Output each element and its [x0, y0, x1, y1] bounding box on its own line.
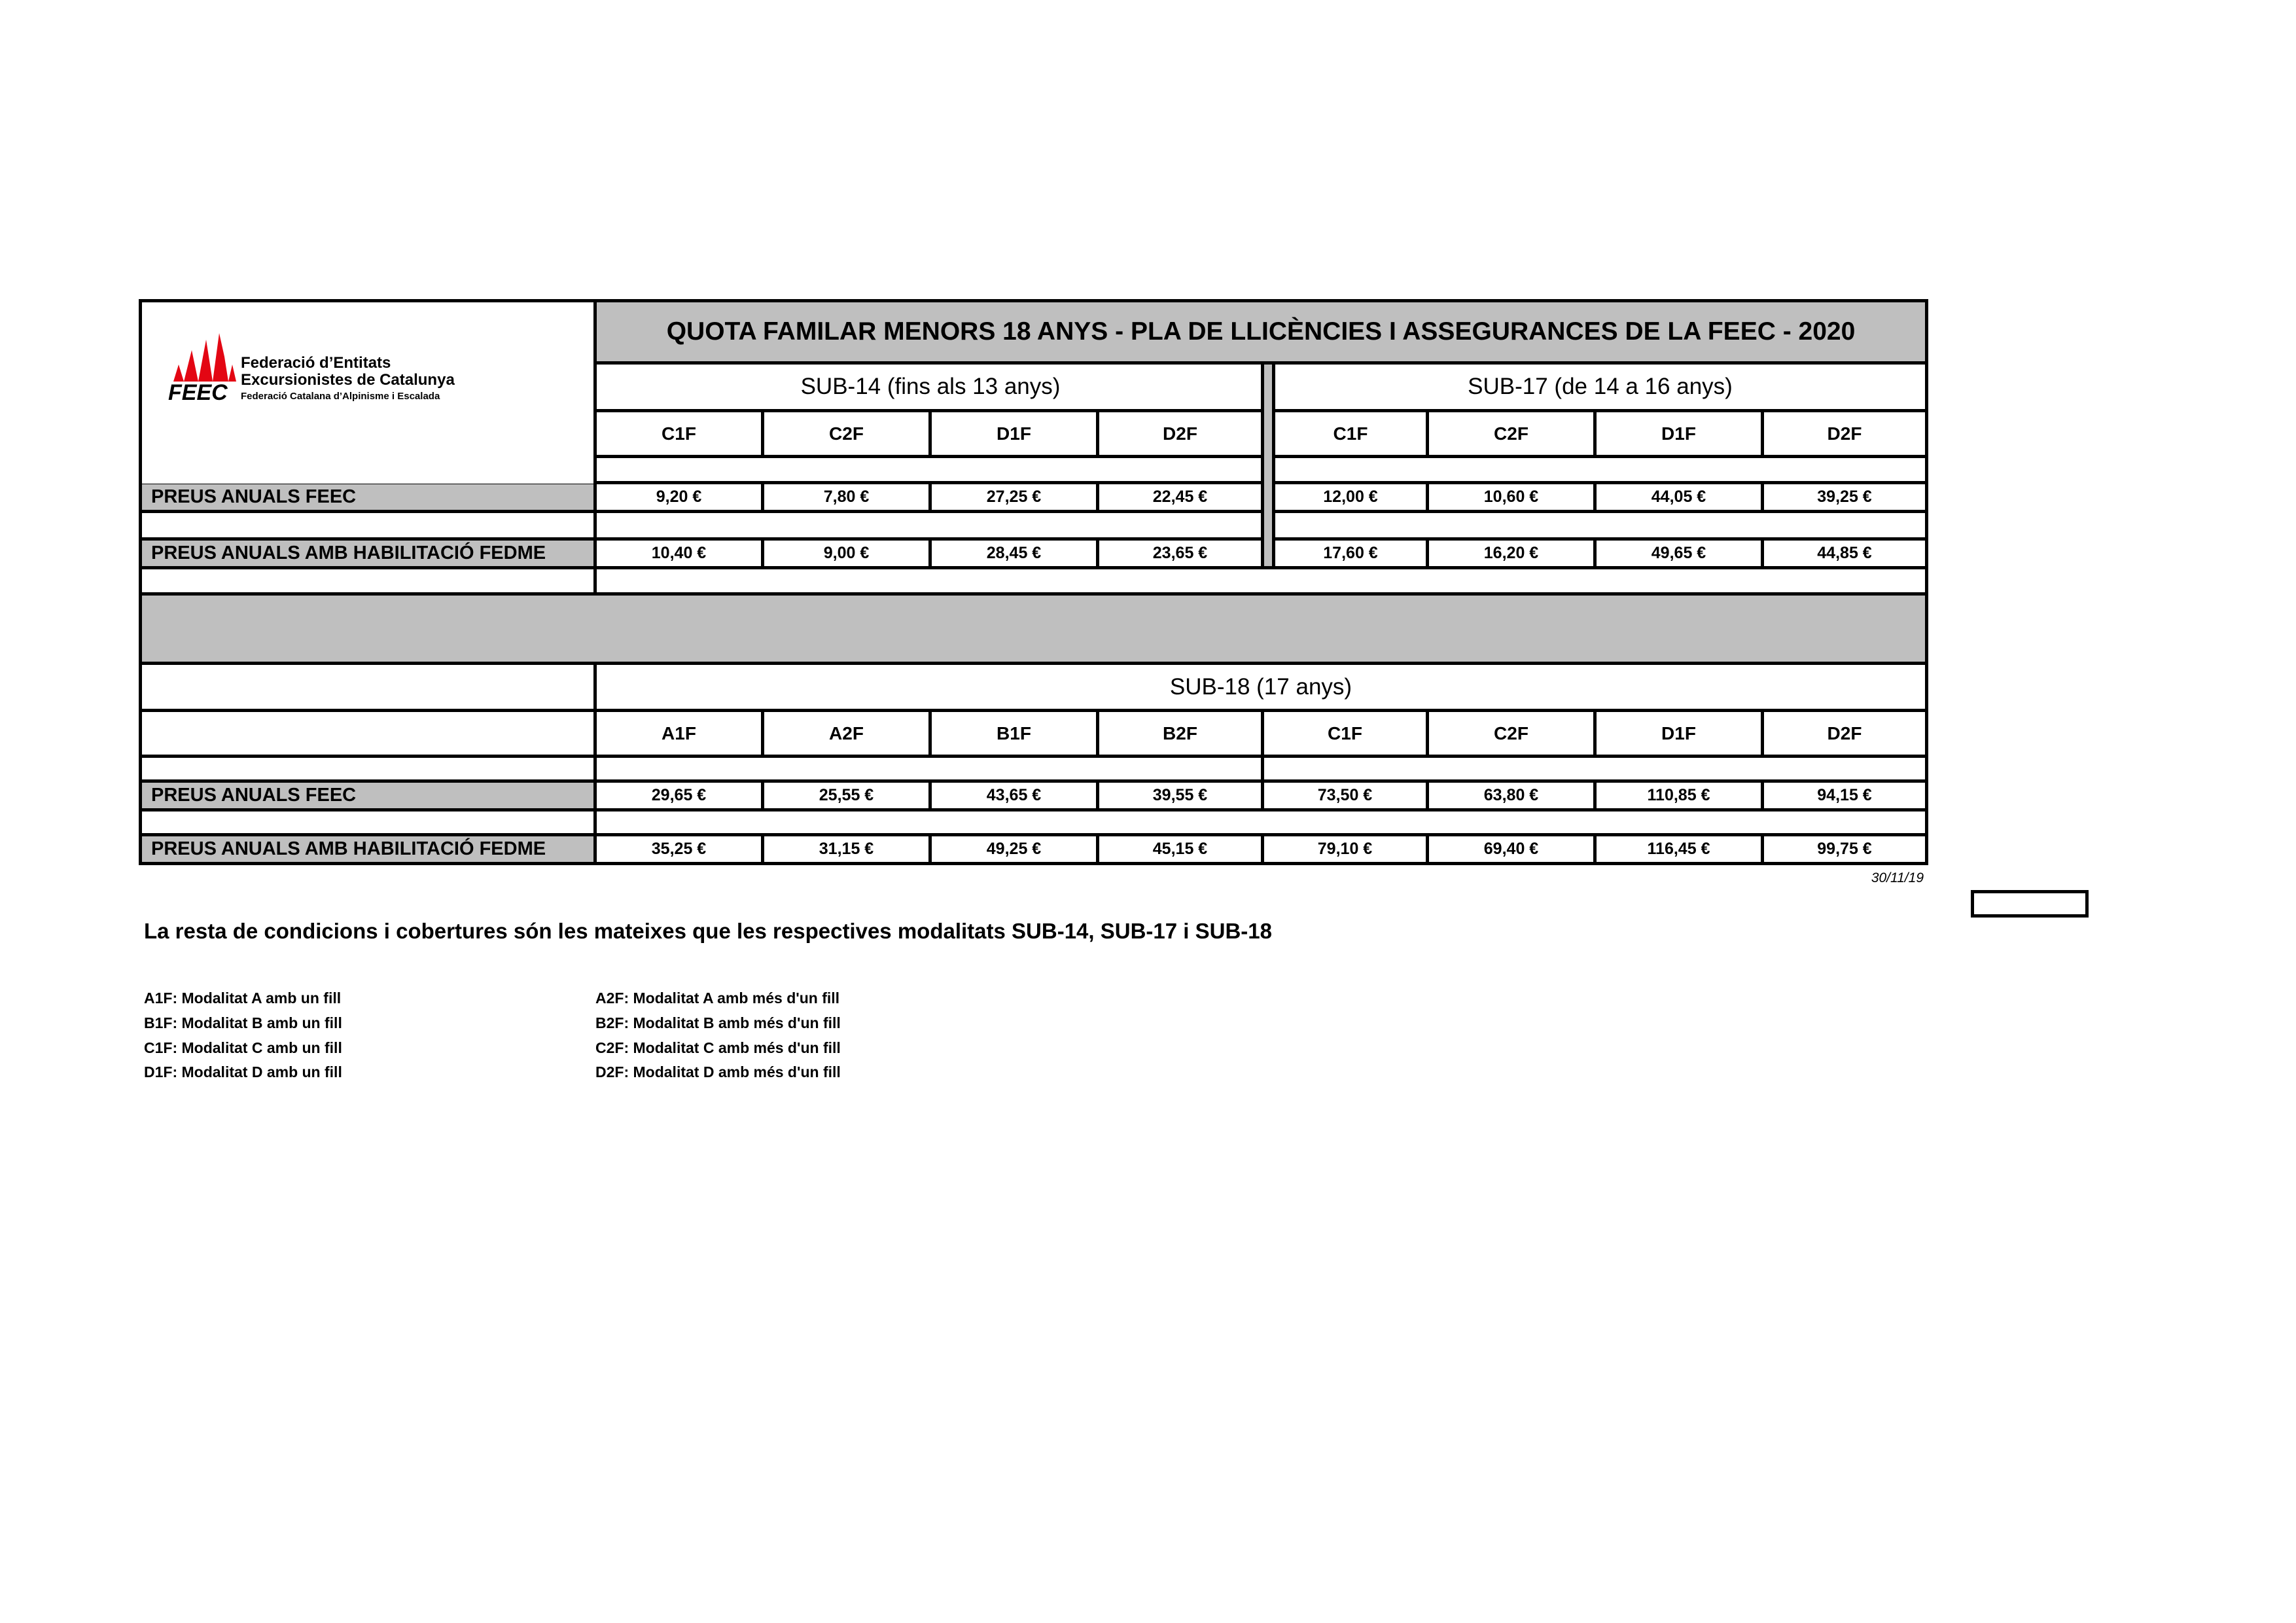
spacer-row — [139, 758, 593, 783]
spacer-row — [593, 513, 1261, 541]
price-cell: 25,55 € — [761, 783, 928, 812]
section-separator-band — [139, 596, 1928, 665]
legend-item: C2F: Modalitat C amb més d'un fill — [595, 1039, 841, 1056]
price-cell: 31,15 € — [761, 836, 928, 865]
logo-line1: Federació d’Entitats — [241, 354, 391, 372]
footer-note: La resta de condicions i cobertures són les mateixes que les respectives modalitats SUB-14, SUB-17 i SUB-18 — [144, 919, 1272, 943]
price-cell: 99,75 € — [1761, 836, 1928, 865]
price-cell: 49,65 € — [1593, 541, 1761, 569]
price-cell: 10,40 € — [593, 541, 761, 569]
price-cell: 45,15 € — [1096, 836, 1261, 865]
group-divider — [1261, 365, 1275, 569]
logo-line3: Federació Catalana d’Alpinisme i Escalada — [241, 391, 440, 402]
price-cell: 49,25 € — [928, 836, 1096, 865]
price-cell: 110,85 € — [1593, 783, 1761, 812]
spacer-row — [139, 569, 593, 596]
price-cell: 79,10 € — [1261, 836, 1426, 865]
legend-item: D2F: Modalitat D amb més d'un fill — [595, 1063, 841, 1080]
col-header: C1F — [1261, 712, 1426, 758]
price-cell: 116,45 € — [1593, 836, 1761, 865]
spacer-row — [139, 513, 593, 541]
spacer-row — [1275, 458, 1928, 484]
row-label: PREUS ANUALS AMB HABILITACIÓ FEDME — [139, 836, 593, 865]
price-cell: 12,00 € — [1275, 484, 1426, 513]
price-cell: 35,25 € — [593, 836, 761, 865]
price-cell: 28,45 € — [928, 541, 1096, 569]
logo-abbr: FEEC — [168, 380, 228, 405]
col-header: A1F — [593, 712, 761, 758]
col-header: A2F — [761, 712, 928, 758]
price-cell: 94,15 € — [1761, 783, 1928, 812]
spacer-row — [593, 812, 1928, 836]
col-header: B1F — [928, 712, 1096, 758]
price-cell: 10,60 € — [1426, 484, 1593, 513]
spacer-row — [593, 569, 1928, 596]
col-header: C2F — [761, 412, 928, 458]
table-title: QUOTA FAMILAR MENORS 18 ANYS - PLA DE LLICÈNCIES I ASSEGURANCES DE LA FEEC - 2020 — [593, 299, 1928, 365]
col-header: B2F — [1096, 712, 1261, 758]
price-cell: 27,25 € — [928, 484, 1096, 513]
price-cell: 44,85 € — [1761, 541, 1928, 569]
group-header-sub18: SUB-18 (17 anys) — [593, 665, 1928, 712]
legend-item: B1F: Modalitat B amb un fill — [144, 1014, 342, 1031]
spacer-row — [593, 458, 1261, 484]
row-label: PREUS ANUALS FEEC — [139, 783, 593, 812]
spacer-row — [139, 812, 593, 836]
legend-item: C1F: Modalitat C amb un fill — [144, 1039, 342, 1056]
price-cell: 23,65 € — [1096, 541, 1261, 569]
col-header: D1F — [1593, 712, 1761, 758]
document-date: 30/11/19 — [1871, 870, 1924, 885]
price-cell: 16,20 € — [1426, 541, 1593, 569]
col-header: D1F — [1593, 412, 1761, 458]
col-header: C1F — [1275, 412, 1426, 458]
empty-box — [1971, 890, 2089, 918]
price-cell: 7,80 € — [761, 484, 928, 513]
row-label: PREUS ANUALS AMB HABILITACIÓ FEDME — [139, 541, 593, 569]
price-cell: 9,20 € — [593, 484, 761, 513]
legend-item: A1F: Modalitat A amb un fill — [144, 990, 342, 1007]
legend-item: B2F: Modalitat B amb més d'un fill — [595, 1014, 841, 1031]
feec-mountains-icon — [167, 330, 239, 383]
col-header: C1F — [593, 412, 761, 458]
price-cell: 39,25 € — [1761, 484, 1928, 513]
col-header: C2F — [1426, 712, 1593, 758]
feec-logo — [167, 330, 481, 409]
price-cell: 43,65 € — [928, 783, 1096, 812]
empty-label-cell — [139, 712, 593, 758]
price-cell: 39,55 € — [1096, 783, 1261, 812]
price-cell: 44,05 € — [1593, 484, 1761, 513]
spacer-row — [1275, 513, 1928, 541]
price-cell: 17,60 € — [1275, 541, 1426, 569]
col-header: D1F — [928, 412, 1096, 458]
price-cell: 22,45 € — [1096, 484, 1261, 513]
logo-line2: Excursionistes de Catalunya — [241, 371, 455, 389]
spacer-row — [1261, 758, 1928, 783]
col-header: D2F — [1096, 412, 1261, 458]
price-cell: 63,80 € — [1426, 783, 1593, 812]
price-cell: 29,65 € — [593, 783, 761, 812]
group-header-sub17: SUB-17 (de 14 a 16 anys) — [1275, 365, 1928, 412]
group-header-sub14: SUB-14 (fins als 13 anys) — [593, 365, 1264, 412]
col-header: D2F — [1761, 712, 1928, 758]
col-header: C2F — [1426, 412, 1593, 458]
col-header: D2F — [1761, 412, 1928, 458]
price-cell: 73,50 € — [1261, 783, 1426, 812]
spacer-row — [593, 758, 1261, 783]
legend-item: A2F: Modalitat A amb més d'un fill — [595, 990, 840, 1007]
empty-label-cell — [139, 665, 593, 712]
price-cell: 9,00 € — [761, 541, 928, 569]
price-cell: 69,40 € — [1426, 836, 1593, 865]
legend-item: D1F: Modalitat D amb un fill — [144, 1063, 342, 1080]
row-label: PREUS ANUALS FEEC — [139, 484, 593, 513]
